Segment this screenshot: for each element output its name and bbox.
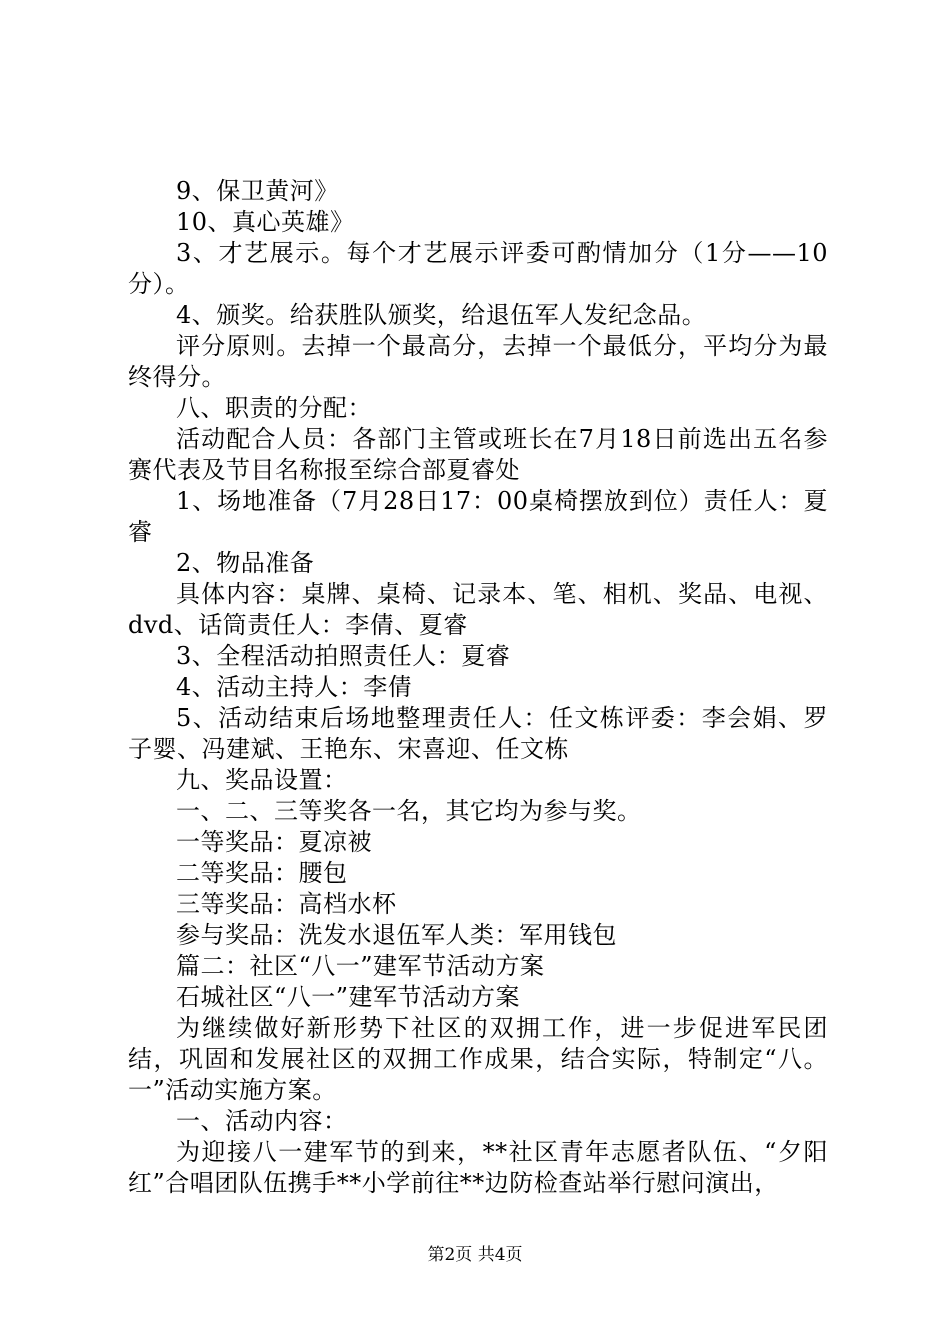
article-title: 石城社区“八一”建军节活动方案	[176, 983, 521, 1011]
section-heading: 一、活动内容：	[176, 1107, 348, 1135]
paragraph: 为继续做好新形势下社区的双拥工作，进一步促进军民团结，巩固和发展社区的双拥工作成果，结合实际，特制定“八。一”活动实施方案。	[128, 1014, 828, 1104]
paragraph: 具体内容：桌牌、桌椅、记录本、笔、相机、奖品、电视、dvd、话筒责任人：李倩、夏睿	[128, 580, 828, 639]
paragraph: 4、颁奖。给获胜队颁奖，给退伍军人发纪念品。	[176, 301, 707, 329]
paragraph: 3、才艺展示。每个才艺展示评委可酌情加分（1分——10分）。	[128, 239, 828, 298]
paragraph: 10、真心英雄》	[176, 208, 355, 236]
article-title: 篇二：社区“八一”建军节活动方案	[176, 952, 545, 980]
document-body	[128, 176, 828, 1199]
paragraph: 9、保卫黄河》	[176, 177, 339, 205]
section-heading: 八、职责的分配：	[176, 394, 372, 422]
section-heading: 九、奖品设置：	[176, 766, 348, 794]
paragraph: 二等奖品：腰包	[176, 859, 348, 887]
paragraph: 为迎接八一建军节的到来，**社区青年志愿者队伍、“夕阳红”合唱团队伍携手**小学前往**边防检查站举行慰问演出，	[128, 1138, 828, 1197]
paragraph: 评分原则。去掉一个最高分，去掉一个最低分，平均分为最终得分。	[128, 332, 828, 391]
page-footer	[0, 1244, 950, 1266]
page-number: 第2页 共4页	[427, 1245, 523, 1265]
paragraph: 1、场地准备（7月28日17：00桌椅摆放到位）责任人：夏睿	[128, 487, 828, 546]
paragraph: 2、物品准备	[176, 549, 315, 577]
paragraph: 一等奖品：夏凉被	[176, 828, 372, 856]
paragraph: 一、二、三等奖各一名，其它均为参与奖。	[176, 797, 642, 825]
paragraph: 三等奖品：高档水杯	[176, 890, 397, 918]
paragraph: 5、活动结束后场地整理责任人：任文栋评委：李会娟、罗子婴、冯建斌、王艳东、宋喜迎、任文栋	[128, 704, 828, 763]
paragraph: 3、全程活动拍照责任人：夏睿	[176, 642, 511, 670]
paragraph: 活动配合人员：各部门主管或班长在7月18日前选出五名参赛代表及节目名称报至综合部夏睿处	[128, 425, 828, 484]
paragraph: 参与奖品：洗发水退伍军人类：军用钱包	[176, 921, 617, 949]
paragraph: 4、活动主持人：李倩	[176, 673, 413, 701]
